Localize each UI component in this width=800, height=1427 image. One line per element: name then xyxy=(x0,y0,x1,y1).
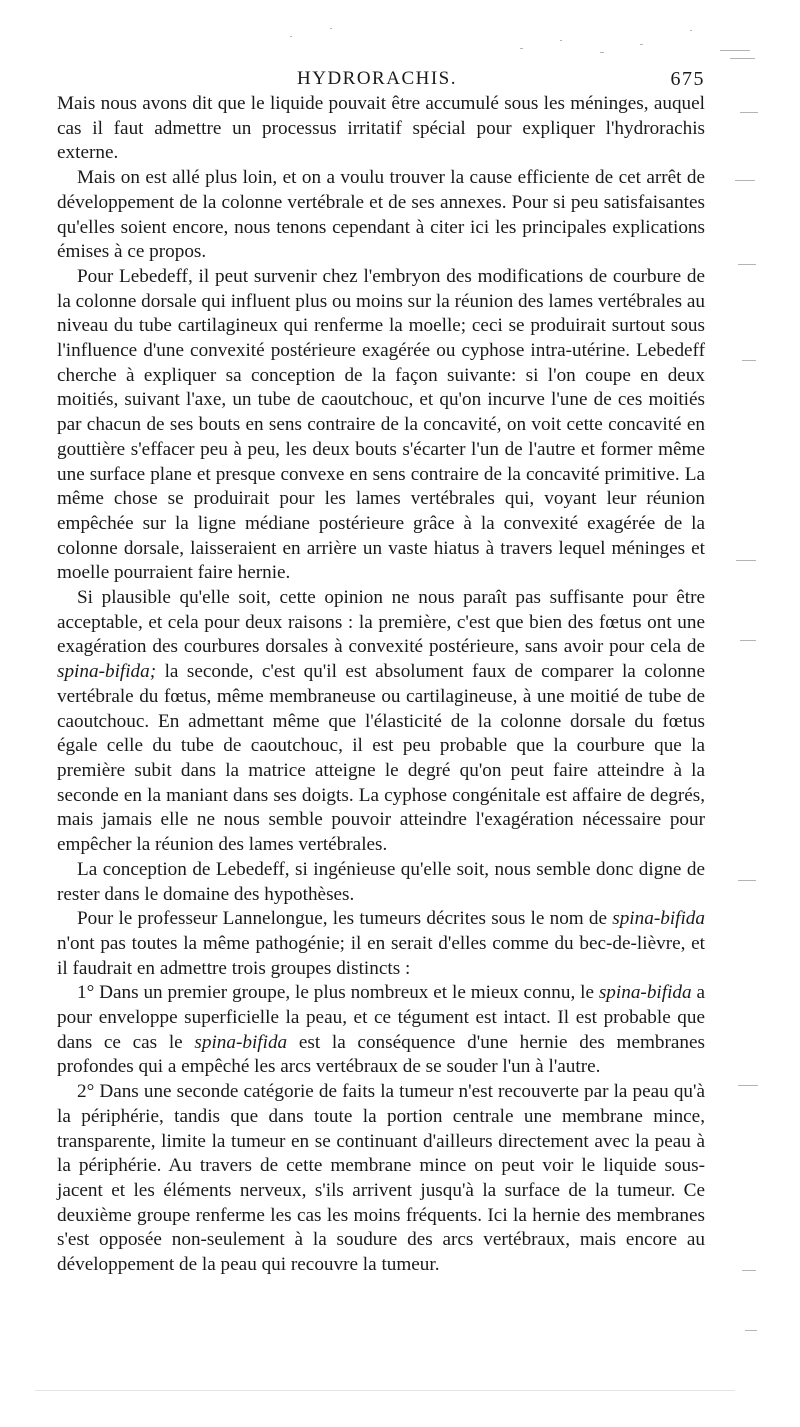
text-run: Mais nous avons dit que le liquide pouvait être accumulé sous les méninges, auquel cas il faut admettre un processus irritatif spécial pour expliquer l'hydrorachis externe. xyxy=(57,93,705,164)
text-run: est la conséquence d'une hernie des membranes profondes qui a empêché les arcs vertébraux de se souder l'un à l'autre. xyxy=(57,1031,705,1078)
text-run: Mais on est allé plus loin, et on a voulu trouver la cause efficiente de cet arrêt de développement de la colonne vertébrale et de ses annexes. Pour si peu satisfaisantes qu'elles soient encore, nous tenons cependant à citer ici les principales explications émises à ce propos. xyxy=(57,167,705,263)
text-run: n'ont pas toutes la même pathogénie; il en serait d'elles comme du bec-de-lièvre, et il faudrait en admettre trois groupes distincts : xyxy=(57,932,705,979)
italic-term: spina-bifida xyxy=(194,1031,288,1053)
italic-term: spina-bifida xyxy=(598,982,692,1004)
body-text xyxy=(57,92,705,1278)
text-run: a pour enveloppe superficielle la peau, et ce tégument est intact. Il est probable que dans ce cas le xyxy=(57,982,705,1053)
paragraph xyxy=(57,858,705,907)
text-run: La conception de Lebedeff, si ingénieuse qu'elle soit, nous semble donc digne de rester dans le domaine des hypothèses. xyxy=(57,858,705,905)
document-page xyxy=(57,62,705,1278)
text-run: Si plausible qu'elle soit, cette opinion ne nous paraît pas suffisante pour être acceptable, et cela pour deux raisons : la première, c'est que bien des fœtus ont une exagération des courbures dorsales à convexité postérieure, sans avoir pour cela de xyxy=(57,587,705,658)
paragraph xyxy=(57,907,705,981)
text-run: 1° Dans un premier groupe, le plus nombreux et le mieux connu, le xyxy=(77,982,599,1004)
paragraph xyxy=(57,586,705,858)
paragraph xyxy=(57,981,705,1080)
text-run: Pour Lebedeff, il peut survenir chez l'embryon des modifications de courbure de la colonne dorsale qui influent plus ou moins sur la réunion des lames vertébrales au niveau du tube cartilagineux qui renferme la moelle; ceci se produirait surtout sous l'influence d'une convexité postérieure exagérée ou cyphose intra-utérine. Lebedeff cherche à expliquer sa conception de la façon suivante: si l'on coupe en deux moitiés, suivant l'axe, un tube de caoutchouc, et qu'on incurve l'une de ces moitiés par chacun de ses bouts en sens contraire de la concavité, on voit cette concavité en gouttière s'effacer peu à peu, les deux bouts s'écarter l'un de l'autre et former même une surface plane et presque convexe en sens contraire de la concavité primitive. La même chose se produirait pour les lames vertébrales qui, voyant leur réunion empêchée sur la ligne médiane postérieure grâce à la convexité exagérée de la colonne dorsale, laisseraient en arrière un vaste hiatus à travers lequel méninges et moelle pourraient faire hernie. xyxy=(57,265,705,584)
text-run: la seconde, c'est qu'il est absolument faux de comparer la colonne vertébrale du fœtus, même membraneuse ou cartilagineuse, à une moitié de tube de caoutchouc. En admettant même que l'élasticité de la colonne dorsale du fœtus égale celle du tube de caoutchouc, il est peu probable que la courbure que la première subit dans la matrice atteigne le degré qu'on peut faire atteindre à la seconde en la maniant dans ses doigts. La cyphose congénitale est affaire de degrés, mais jamais elle ne nous semble pouvoir atteindre l'exagération nécessaire pour empêcher la réunion des lames vertébrales. xyxy=(57,661,705,856)
running-title: HYDRORACHIS. xyxy=(297,68,457,89)
paragraph xyxy=(57,1080,705,1278)
paragraph xyxy=(57,92,705,166)
italic-term: spina-bifida xyxy=(612,908,705,930)
text-run: Pour le professeur Lannelongue, les tumeurs décrites sous le nom de xyxy=(77,908,613,930)
italic-term: spina-bifida; xyxy=(57,661,157,683)
paragraph xyxy=(57,166,705,265)
text-run: 2° Dans une seconde catégorie de faits la tumeur n'est recouverte par la peau qu'à la périphérie, tandis que dans toute la portion centrale une membrane mince, transparente, limite la tumeur en se continuant d'ailleurs directement avec la peau à la périphérie. Au travers de cette membrane mince on peut voir le liquide sous-jacent et les éléments nerveux, s'ils arrivent jusqu'à la surface de la tumeur. Ce deuxième groupe renferme les cas les moins fréquents. Ici la hernie des membranes s'est opposée non-seulement à la soudure des arcs vertébraux, mais encore au développement de la peau qui recouvre la tumeur. xyxy=(57,1081,705,1276)
running-head xyxy=(57,62,705,92)
paragraph xyxy=(57,265,705,586)
page-number: 675 xyxy=(670,68,705,90)
